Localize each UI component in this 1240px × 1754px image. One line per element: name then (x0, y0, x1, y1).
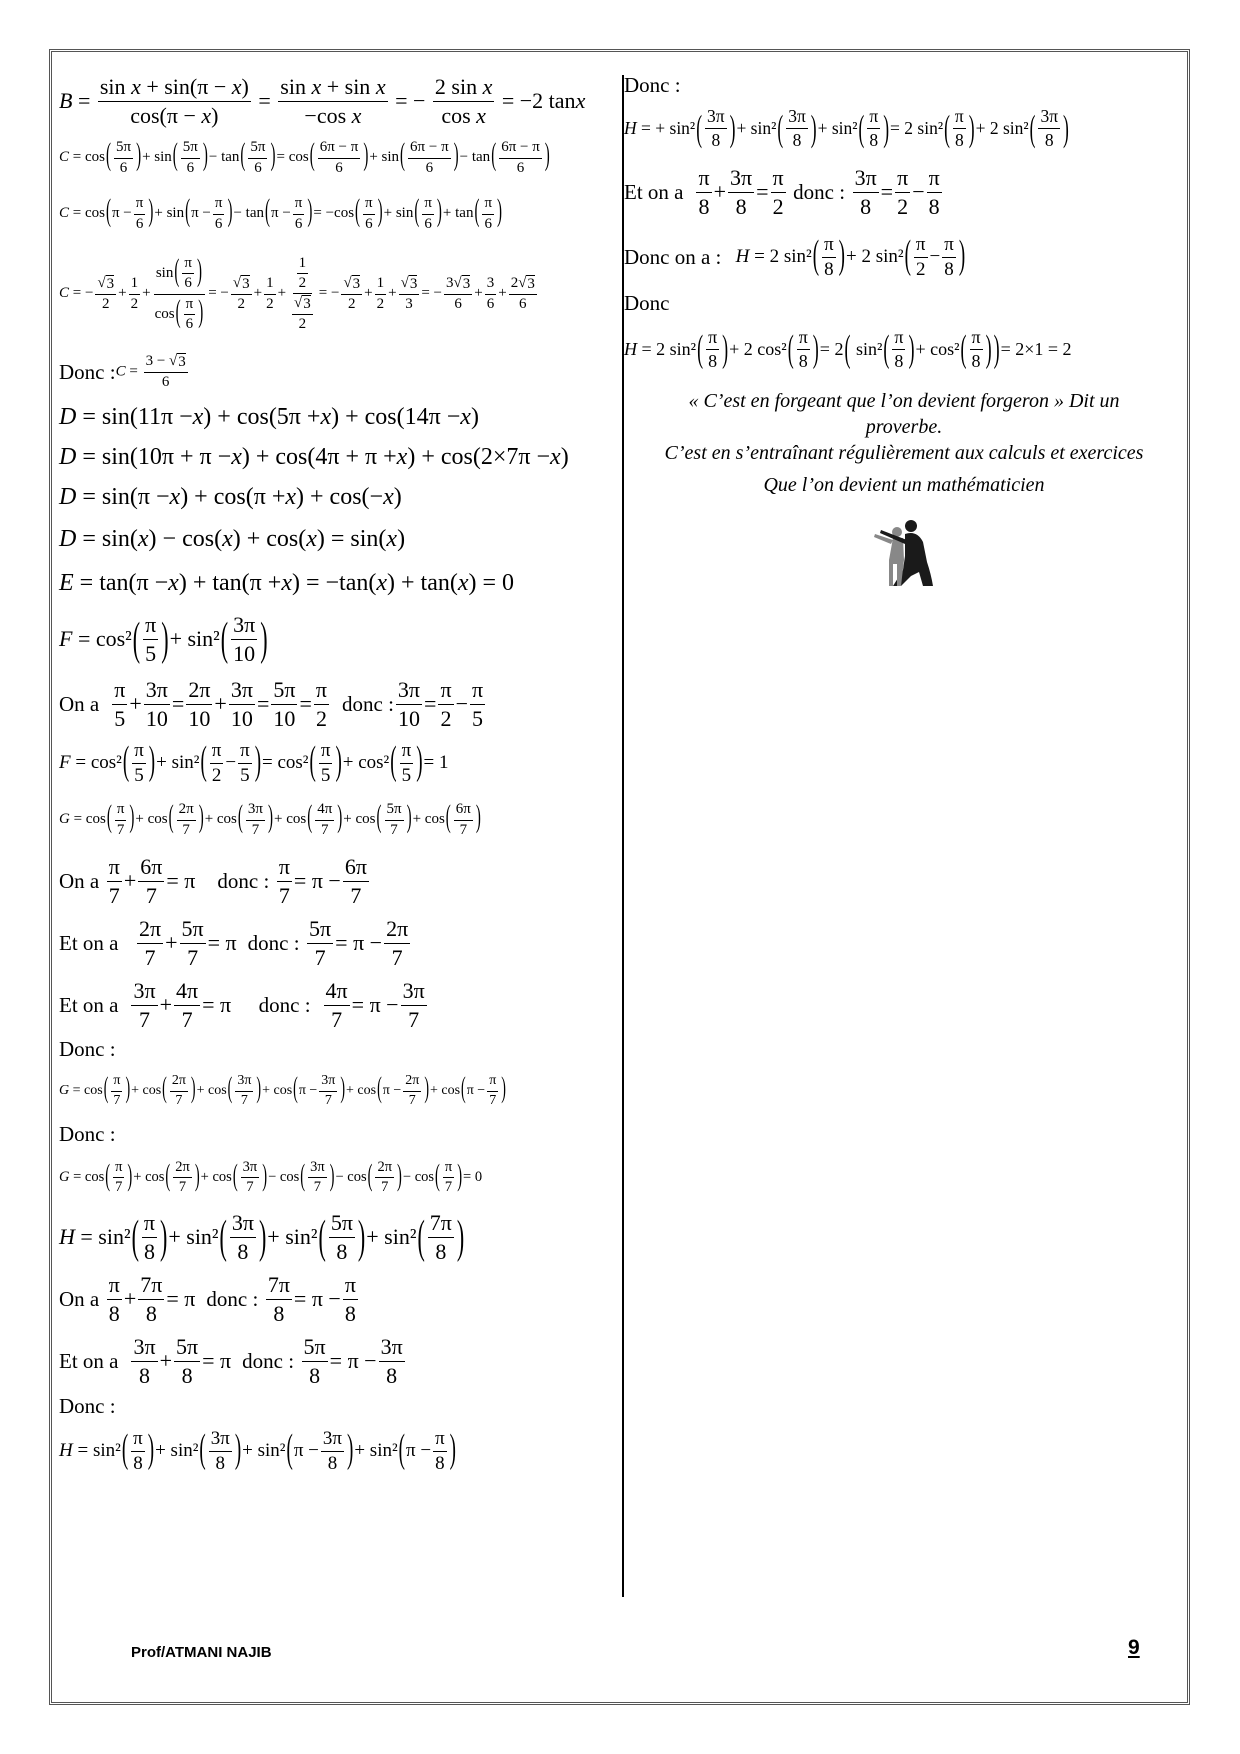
eq-h-4: H = sin² ( π 8 ) + sin² ( 3π 8 ) + sin² ( π − 3π 8 ) + sin² ( π − π 8 ) (59, 1427, 456, 1474)
left-column (59, 72, 619, 1482)
et-on-a-label: Et on a (59, 930, 119, 955)
donc-line (59, 1120, 619, 1148)
eq-g-5: G = cos ( π 7 ) + cos ( 2π 7 ) + cos ( 3π 7 ) + cos ( π − 3π 7 ) + cos ( π − 2π 7 ) + cos ( π − π 7 ) (59, 1073, 506, 1108)
donc-label: donc : (206, 1286, 259, 1311)
eq-h-7: Donc on a : H = 2 sin² ( π 8 ) + 2 sin² ( π 2 − π 8 ) (624, 233, 966, 280)
donc-label: donc : (342, 691, 394, 716)
donc-label: donc : (242, 1348, 295, 1373)
eq-h-1: H = sin² ( π 8 ) + sin² ( 3π 8 ) + sin² ( 5π 8 ) + sin² ( 7π 8 ) (59, 1210, 465, 1264)
eq-h-3: Et on a 3π 8 + 5π 8 = π donc : 5π 8 = π − 3π 8 (59, 1334, 403, 1388)
eq-g-1: G = cos ( π 7 ) + cos ( 2π 7 ) + cos ( 3π 7 ) + cos ( 4π 7 ) + cos ( 5π 7 ) + cos ( 6π 7 ) (59, 801, 481, 838)
donc-label: donc : (247, 930, 300, 955)
eq-g-4: Et on a 3π 7 + 4π 7 = π donc : 4π 7 = π − 3π 7 (59, 978, 425, 1032)
donc-label: donc : (258, 992, 311, 1017)
eq-d-2: D = sin(10π + π − x ) + cos(4π + π + x ) + cos(2×7π − x ) (59, 444, 569, 471)
donc-label: Donc : (624, 72, 681, 97)
eq-g-3: Et on a 2π 7 + 5π 7 = π donc : 5π 7 = π − 2π 7 (59, 916, 409, 970)
right-column (624, 72, 1184, 588)
on-a-label: On a (59, 691, 100, 716)
on-a-label: On a (59, 1286, 100, 1311)
et-on-a-label: Et on a (59, 992, 119, 1017)
footer-author: Prof/ATMANI NAJIB (131, 1644, 272, 1661)
quote-line-2: proverbe. (865, 416, 943, 438)
donc-line (624, 288, 1184, 318)
eq-d-3: D = sin(π − x ) + cos(π + x ) + cos(− x ) (59, 484, 402, 511)
eq-g-2: On a π 7 + 6π 7 = π donc : π 7 = π − 6π 7 (59, 854, 367, 908)
donc-label: Donc : (59, 359, 116, 384)
donc-line (59, 1392, 619, 1420)
page-number: 9 (1128, 1636, 1140, 1659)
donc-label: donc : (793, 179, 846, 204)
eq-c-result: Donc : C = 3 − √ 3 6 (59, 352, 186, 390)
proverb-quote (624, 388, 1184, 498)
quote-line-1: « C’est en forgeant que l’on devient forgeron » Dit un (688, 390, 1120, 412)
et-on-a-label: Et on a (59, 1348, 119, 1373)
on-a-label: On a (59, 868, 100, 893)
father-son-pointing-icon (871, 516, 937, 588)
eq-g-6: G = cos ( π 7 ) + cos ( 2π 7 ) + cos ( 3π 7 ) − cos ( 3π 7 ) − cos ( 2π 7 ) − cos ( π 7 ) = 0 (59, 1158, 483, 1195)
donc-label: Donc : (59, 1121, 116, 1146)
eq-c-1: C = cos ( 5π 6 ) + sin ( 5π 6 ) − tan ( 5π 6 ) = cos ( 6π − π 6 ) + sin ( 6π − π 6 ) − tan ( 6π − π 6 ) (59, 139, 550, 176)
quote-line-3: C’est en s’entraînant régulièrement aux calculs et exercices (664, 442, 1144, 464)
eq-h-5: H = + sin² ( 3π 8 ) + sin² ( 3π 8 ) + sin² ( π 8 ) = 2 sin² ( π 8 ) + 2 sin² ( 3π 8 ) (624, 106, 1069, 150)
donc-line (59, 1036, 619, 1062)
eq-h-6: Et on a π 8 + 3π 8 = π 2 donc : 3π 8 = π 2 − π 8 (624, 165, 940, 219)
eq-b: B = sin x + sin(π − x) cos(π − x) = sin x + sin x −cos x = − 2 sin x cos x = −2 tan x (59, 74, 586, 128)
eq-d-4: D = sin( x ) − cos( x ) + cos( x ) = sin( x ) (59, 526, 406, 553)
eq-f-1: F = cos² ( π 5 ) + sin² ( 3π 10 ) (59, 612, 268, 666)
donc-label: Donc : (59, 1393, 116, 1418)
eq-c-2: C = cos ( π − π 6 ) + sin ( π − π 6 ) − tan ( π − π 6 ) = −cos ( π 6 ) + sin ( π 6 ) + tan ( π 6 ) (59, 195, 503, 232)
eq-d-1: D = sin(11π − x ) + cos(5π + x ) + cos(14π − x ) (59, 404, 479, 431)
et-on-a-label: Et on a (624, 179, 684, 204)
donc-label: Donc (624, 290, 670, 315)
donc-line (624, 72, 1184, 98)
donc-label: donc : (217, 868, 270, 893)
eq-h-8: H = 2 sin² ( π 8 ) + 2 cos² ( π 8 ) = 2 ( sin² ( π 8 ) + cos² ( π 8 ) ) = 2×1 = 2 (624, 326, 1072, 371)
eq-h-2: On a π 8 + 7π 8 = π donc : 7π 8 = π − π 8 (59, 1272, 356, 1326)
eq-e: E = tan(π − x ) + tan(π + x ) = −tan( x ) + tan( x ) = 0 (59, 570, 515, 597)
eq-f-3: F = cos² ( π 5 ) + sin² ( π 2 − π 5 ) = cos² ( π 5 ) + cos² ( π 5 ) = 1 (59, 739, 449, 786)
donc-on-a-label: Donc on a : (624, 244, 722, 269)
eq-c-3: C = − √ 3 2 + 1 2 + sin ( π 6 ) cos ( π 6 ) = − √ 3 2 + 1 2 + $\frac{1}{2}$ √ 3 2 = − √ 3 2 + 1 2 + √ 3 3 = − 3√ 3 6 + 3 6 + 2√ 3 6 (59, 254, 535, 333)
eq-f-2: On a π 5 + 3π 10 = 2π 10 + 3π 10 = 5π 10 = π 2 donc : 3π 10 = π 2 − π 5 (59, 677, 484, 731)
donc-label: Donc : (59, 1036, 116, 1061)
quote-line-4: Que l’on devient un mathématicien (763, 474, 1045, 496)
